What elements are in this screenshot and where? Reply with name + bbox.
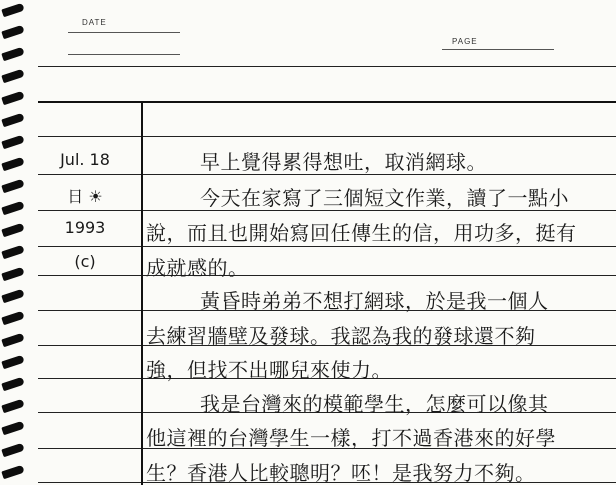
- entry-weather: 日 ☀: [67, 187, 103, 206]
- entry-line: 今天在家寫了三個短文作業，讀了一點小: [200, 186, 569, 210]
- entry-line: 我是台灣來的模範學生，怎麼可以像其: [200, 392, 549, 416]
- entry-line: 他這裡的台灣學生一樣，打不過香港來的好學: [146, 426, 556, 450]
- binding-hole: [1, 443, 24, 457]
- entry-line: 成就感的。: [146, 256, 249, 280]
- binding-hole: [1, 223, 24, 237]
- binding-hole: [1, 377, 24, 391]
- date-header-line-2: [68, 54, 180, 55]
- binding-hole: [1, 179, 24, 193]
- binding-hole: [1, 157, 24, 171]
- entry-line: 早上覺得累得想吐，取消網球。: [200, 150, 487, 174]
- date-header-line: [68, 32, 180, 33]
- binding-hole: [1, 91, 24, 105]
- binding-hole: [1, 355, 24, 369]
- entry-mark: (c): [74, 252, 96, 271]
- margin-line: [141, 102, 143, 485]
- entry-line: 強，但找不出哪兒來使力。: [146, 358, 392, 382]
- ruled-line-thick: [38, 101, 616, 103]
- entry-line: 說，而且也開始寫回任傳生的信，用功多，挺有: [146, 221, 577, 245]
- ruled-line: [38, 246, 616, 247]
- binding-hole: [1, 47, 24, 61]
- binding-hole: [1, 201, 24, 215]
- binding-hole: [1, 267, 24, 281]
- entry-line: 去練習牆壁及發球。我認為我的發球還不夠: [146, 324, 536, 348]
- date-header-label: DATE: [82, 18, 107, 27]
- binding-hole: [1, 421, 24, 435]
- binding-hole: [1, 245, 24, 259]
- page-header-line: [442, 49, 554, 50]
- entry-line: 黃昏時弟弟不想打網球，於是我一個人: [200, 289, 549, 313]
- binding-hole: [1, 311, 24, 325]
- binding-hole: [1, 465, 24, 479]
- binding-hole: [1, 25, 24, 39]
- binding-hole: [1, 113, 24, 127]
- entry-date: Jul. 18: [60, 150, 110, 169]
- ruled-line: [38, 66, 616, 67]
- entry-year: 1993: [64, 218, 106, 237]
- binding-hole: [1, 3, 24, 17]
- entry-line: 生？香港人比較聰明？呸！是我努力不夠。: [146, 461, 536, 485]
- binding-hole: [1, 135, 24, 149]
- binding-hole: [1, 333, 24, 347]
- binding-hole: [1, 69, 24, 83]
- ruled-line: [38, 136, 616, 137]
- binding-hole: [1, 289, 24, 303]
- ruled-line: [38, 275, 616, 276]
- binding-hole: [1, 399, 24, 413]
- page-header-label: PAGE: [452, 37, 478, 46]
